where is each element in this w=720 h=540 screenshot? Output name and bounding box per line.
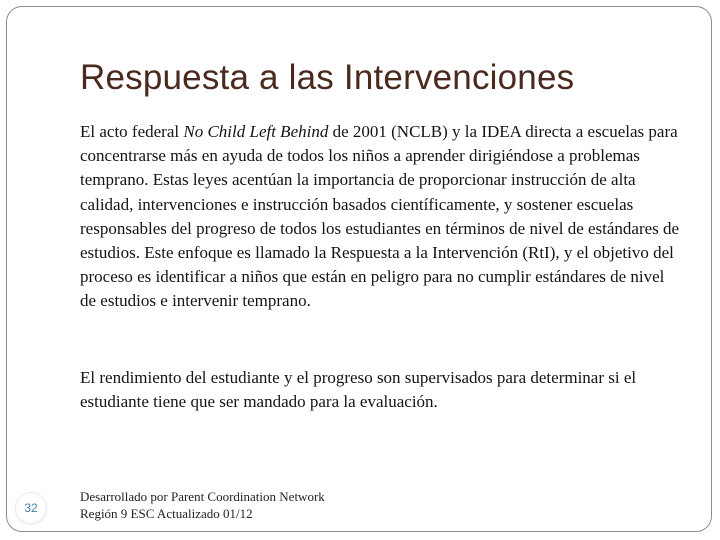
footer-line-1: Desarrollado por Parent Coordination Network — [80, 489, 325, 504]
slide-title: Respuesta a las Intervenciones — [80, 58, 575, 97]
page-number: 32 — [24, 501, 38, 515]
paragraph-1-intro: El acto federal — [80, 122, 184, 141]
footer-line-2: Región 9 ESC Actualizado 01/12 — [80, 506, 253, 521]
paragraph-1-rest: de 2001 (NCLB) y la IDEA directa a escuelas para concentrarse más en ayuda de todos los niños a aprender dirigiéndose a problemas temprano. Estas leyes acentúan la importancia de proporcionar instrucción de alta calidad, intervenciones e instrucción basados científicamente, y sostener escuelas responsables del progreso de todos los estudiantes en términos de nivel de estándares de estudios. Este enfoque es llamado la Respuesta a la Intervención (RtI), y el objetivo del proceso es identificar a niños que están en peligro para no cumplir estándares de nivel de estudios e intervenir temprano. — [80, 122, 680, 311]
body-paragraph-1 — [80, 120, 680, 314]
law-name-italic: No Child Left Behind — [183, 122, 329, 141]
page-number-badge — [16, 493, 46, 523]
footer — [80, 488, 325, 522]
body-paragraph-2: El rendimiento del estudiante y el progreso son supervisados para determinar si el estudiante tiene que ser mandado para la evaluación. — [80, 368, 637, 412]
